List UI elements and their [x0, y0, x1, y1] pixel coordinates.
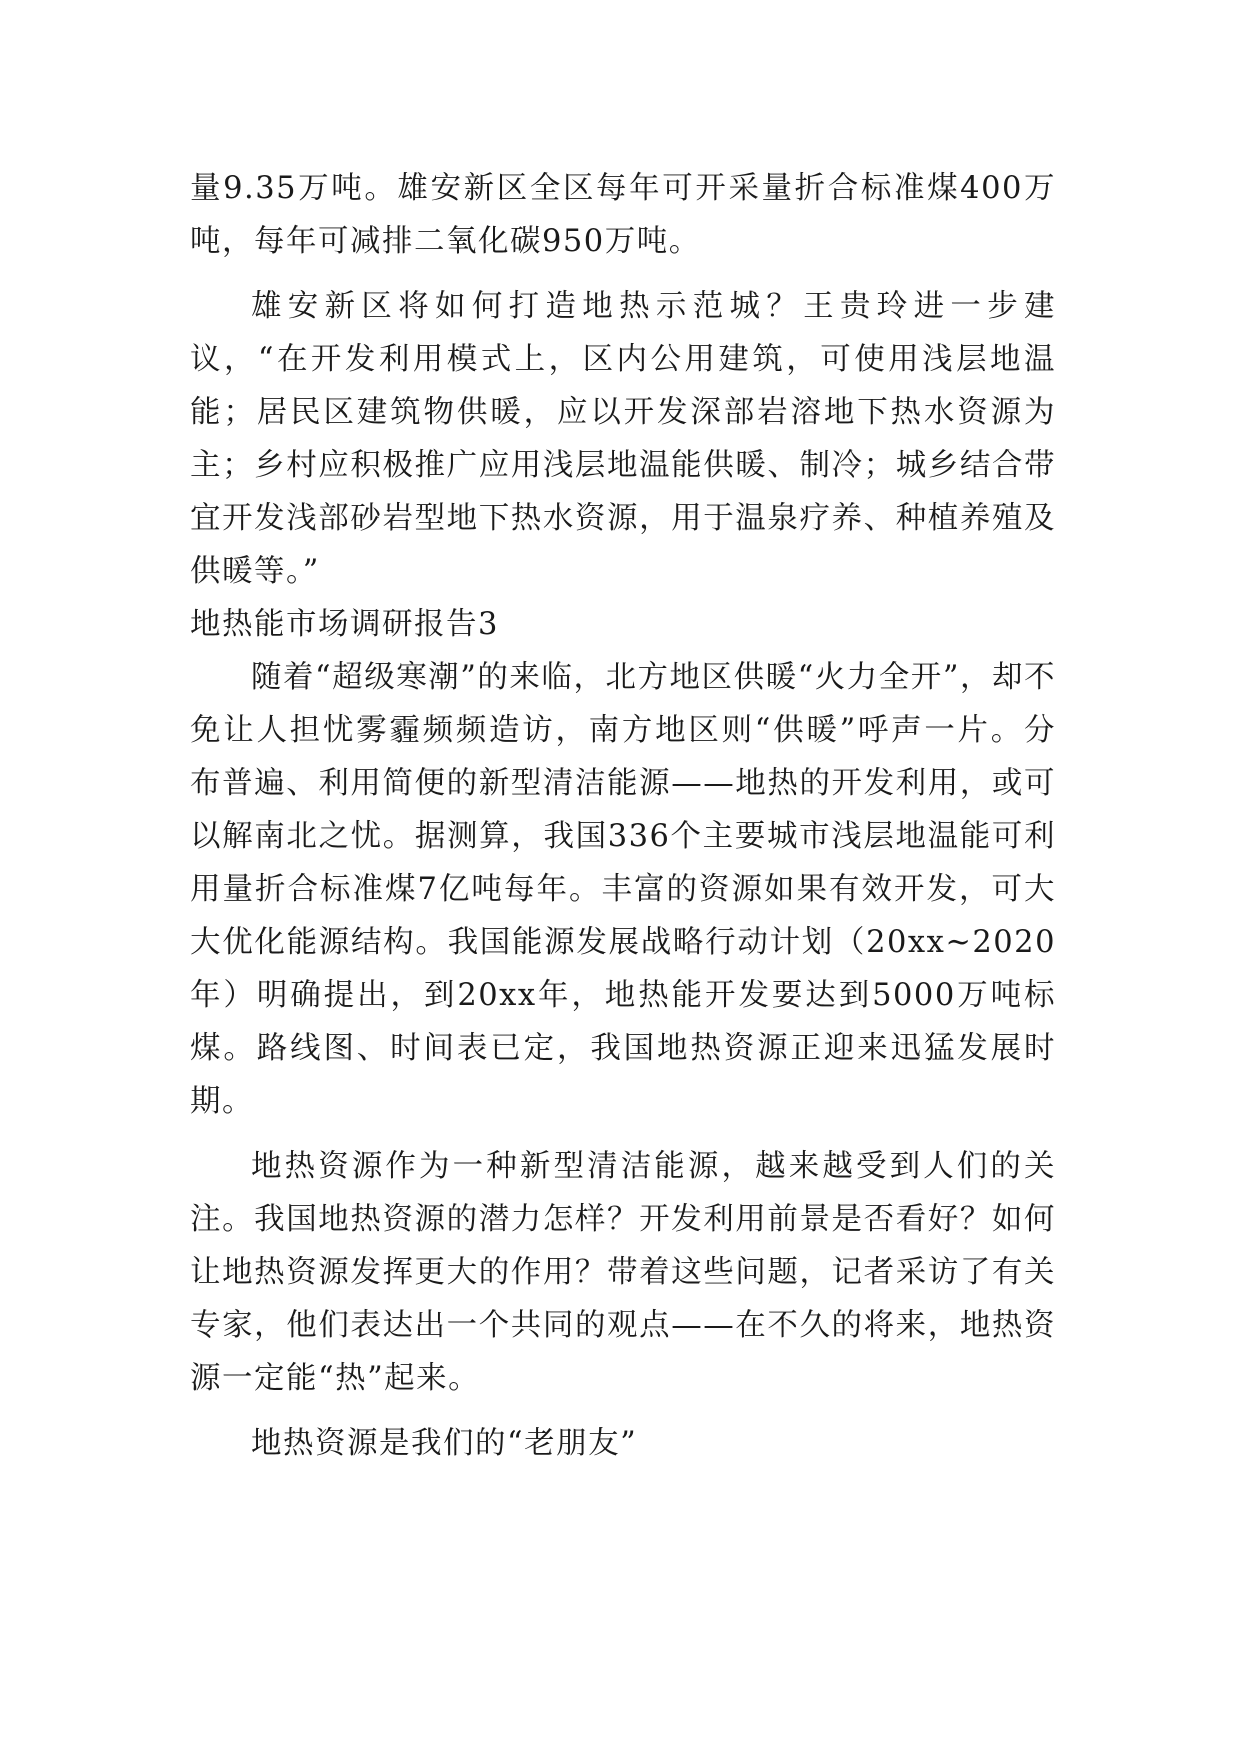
document-body [190, 162, 1056, 1470]
paragraph-clean-energy: 地热资源作为一种新型清洁能源，越来越受到人们的关注。我国地热资源的潜力怎样？开发利用前景是否看好？如何让地热资源发挥更大的作用？带着这些问题，记者采访了有关专家，他们表达出一个共同的观点——在不久的将来，地热资源一定能“热”起来。 [190, 1149, 1056, 1396]
paragraph-xiongan-model: 雄安新区将如何打造地热示范城？王贵玲进一步建议，“在开发利用模式上，区内公用建筑，可使用浅层地温能；居民区建筑物供暖，应以开发深部岩溶地下热水资源为主；乡村应积极推广应用浅层地温能供暖、制冷；城乡结合带宜开发浅部砂岩型地下热水资源，用于温泉疗养、种植养殖及供暖等。” [190, 289, 1056, 589]
paragraph-cold-wave: 随着“超级寒潮”的来临，北方地区供暖“火力全开”，却不免让人担忧雾霾频频造访，南方地区则“供暖”呼声一片。分布普遍、利用简便的新型清洁能源——地热的开发利用，或可以解南北之忧。据测算，我国336个主要城市浅层地温能可利用量折合标准煤7亿吨每年。丰富的资源如果有效开发，可大大优化能源结构。我国能源发展战略行动计划（20xx~2020年）明确提出，到20xx年，地热能开发要达到5000万吨标煤。路线图、时间表已定，我国地热资源正迎来迅猛发展时期。 [190, 660, 1056, 1119]
paragraph-continued: 量9.35万吨。雄安新区全区每年可开采量折合标准煤400万吨，每年可减排二氧化碳950万吨。 [190, 171, 1056, 259]
section-title: 地热能市场调研报告3 [190, 607, 499, 642]
paragraph-old-friend: 地热资源是我们的“老朋友” [251, 1426, 638, 1461]
